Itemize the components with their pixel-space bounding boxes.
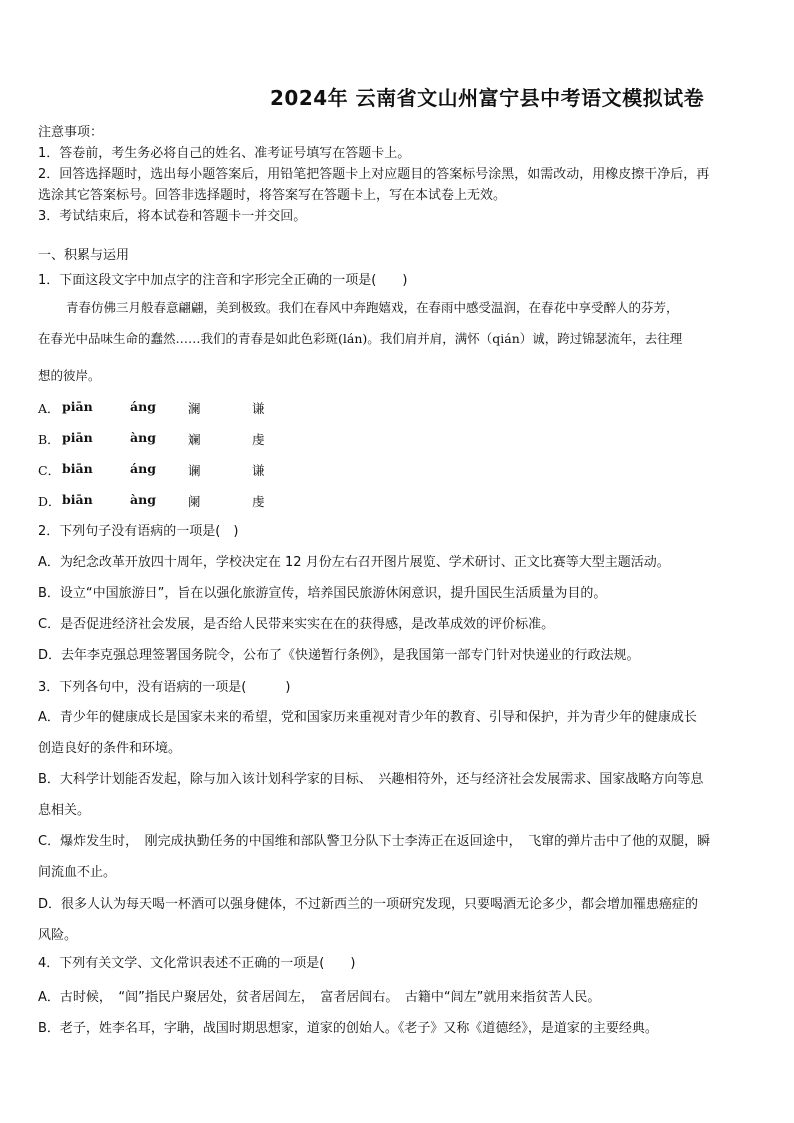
- option-pinyin-1: piān: [62, 430, 93, 445]
- q2-option-c: C．是否促进经济社会发展，是否给人民带来实实在在的获得感，是改革成效的评价标准。: [38, 617, 555, 632]
- option-char-2: 谦: [252, 401, 265, 416]
- q3-option-d-line-2: 风险。: [38, 928, 78, 943]
- q3-option-c-line-2: 间流血不止。: [38, 865, 117, 880]
- q1-passage-line-3: 想的彼岸。: [38, 368, 101, 383]
- q1-passage-line-2: 在春光中品味生命的蠢然……我们的青春是如此色彩斑(lán)。我们肩并肩，满怀（qián）诚，跨过锦瑟流年，去往理: [38, 331, 683, 346]
- option-pinyin-2: àng: [130, 492, 156, 507]
- option-char-1: 阑: [188, 494, 201, 509]
- section-heading: 一、积累与运用: [38, 248, 130, 263]
- q3-option-d-line-1: D．很多人认为每天喝一杯酒可以强身健体，不过新西兰的一项研究发现，只要喝酒无论多少，都会增加罹患癌症的: [38, 897, 699, 912]
- option-char-2: 虔: [252, 432, 265, 447]
- option-char-1: 斓: [188, 432, 201, 447]
- option-pinyin-1: biān: [62, 492, 93, 507]
- notes-item-1: 1．答卷前，考生务必将自己的姓名、准考证号填写在答题卡上。: [38, 146, 411, 161]
- q3-option-a-line-2: 创造良好的条件和环境。: [38, 741, 182, 756]
- option-char-2: 虔: [252, 494, 265, 509]
- option-label: D．: [38, 494, 61, 509]
- notes-heading: 注意事项：: [38, 125, 104, 140]
- notes-item-2a: 2．回答选择题时，选出每小题答案后，用铅笔把答题卡上对应题目的答案标号涂黑，如需改动，用橡皮擦干净后，再: [38, 167, 710, 182]
- q3-stem: 3．下列各句中，没有语病的一项是( ): [38, 680, 291, 695]
- option-label: A．: [38, 401, 60, 416]
- q3-option-c-line-1: C．爆炸发生时， 刚完成执勤任务的中国维和部队警卫分队下士李涛正在返回途中， 飞窜的弹片击中了他的双腿，瞬: [38, 834, 711, 849]
- q4-option-b: B．老子，姓李名耳，字聃，战国时期思想家，道家的创始人。《老子》又称《道德经》，是道家的主要经典。: [38, 1021, 658, 1036]
- page-title: 2024年 云南省文山州富宁县中考语文模拟试卷: [270, 86, 705, 110]
- option-pinyin-2: áng: [130, 399, 156, 414]
- option-pinyin-2: áng: [130, 461, 156, 476]
- notes-item-3: 3．考试结束后，将本试卷和答题卡一并交回。: [38, 209, 307, 224]
- option-label: C．: [38, 463, 61, 478]
- q2-stem: 2．下列句子没有语病的一项是( ): [38, 524, 239, 539]
- q1-stem: 1．下面这段文字中加点字的注音和字形完全正确的一项是( ): [38, 273, 408, 288]
- q3-option-b-line-2: 息相关。: [38, 803, 91, 818]
- option-char-2: 谦: [252, 463, 265, 478]
- option-label: B．: [38, 432, 60, 447]
- q2-option-d: D．去年李克强总理签署国务院令，公布了《快递暂行条例》，是我国第一部专门针对快递业的行政法规。: [38, 648, 640, 663]
- q2-option-a: A．为纪念改革开放四十周年，学校决定在 12 月份左右召开图片展览、学术研讨、正文比赛等大型主题活动。: [38, 555, 670, 570]
- q1-passage-line-1: 青春仿佛三月般春意翩翩，美到极致。我们在春风中奔跑嬉戏，在春雨中感受温润，在春花中享受醉人的芬芳，: [66, 300, 679, 315]
- option-char-1: 谰: [188, 463, 201, 478]
- q2-option-b: B．设立“中国旅游日”，旨在以强化旅游宣传，培养国民旅游休闲意识，提升国民生活质量为目的。: [38, 586, 607, 601]
- q4-stem: 4．下列有关文学、文化常识表述不正确的一项是( ): [38, 956, 356, 971]
- q3-option-a-line-1: A．青少年的健康成长是国家未来的希望，党和国家历来重视对青少年的教育、引导和保护，并为青少年的健康成长: [38, 710, 697, 725]
- option-char-1: 澜: [188, 401, 201, 416]
- option-pinyin-1: piān: [62, 399, 93, 414]
- q3-option-b-line-1: B．大科学计划能否发起，除与加入该计划科学家的目标、 兴趣相符外，还与经济社会发展需求、国家战略方向等息: [38, 772, 704, 787]
- notes-item-2b: 选涂其它答案标号。回答非选择题时，将答案写在答题卡上，写在本试卷上无效。: [38, 188, 507, 203]
- option-pinyin-1: biān: [62, 461, 93, 476]
- option-pinyin-2: àng: [130, 430, 156, 445]
- q4-option-a: A．古时候， “闾”指民户聚居处，贫者居闾左， 富者居闾右。 古籍中“闾左”就用来指贫苦人民。: [38, 990, 601, 1005]
